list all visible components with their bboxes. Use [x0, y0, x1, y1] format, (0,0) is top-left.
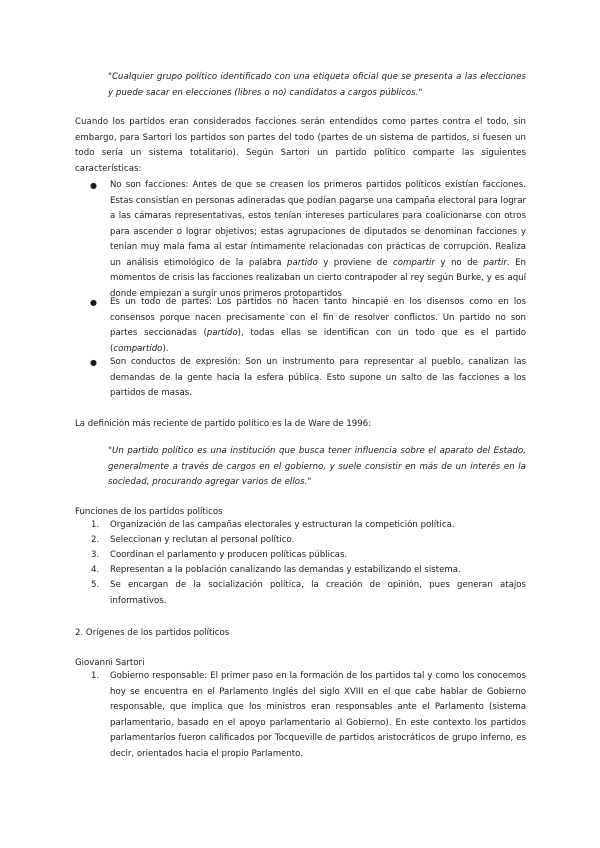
section-2-heading: 2. Orígenes de los partidos políticos: [75, 628, 230, 638]
function-item: Coordinan el parlamento y producen políticas públicas.: [110, 550, 348, 560]
intro-paragraph: Cuando los partidos eran considerados facciones serán entendidos como partes contra el todo, sin embargo, para Sartori los partidos son partes del todo (partes de un sistema de partidos, si fuesen un todo sería un sistema totalitario). Según Sartori un partido político comparte las siguientes características:: [75, 117, 526, 174]
list-number: 4.: [91, 565, 100, 575]
list-number: 1.: [91, 520, 100, 530]
ware-intro: La definición más reciente de partido político es la de Ware de 1996:: [75, 419, 372, 429]
origin-item-responsible-government: Gobierno responsable: El primer paso en la formación de los partidos tal y como los conocemos hoy se encuentra en el Parlamento Inglés del siglo XVIII en el que cabe hablar de Gobierno responsable, que implica que los ministros eran responsables ante el Parlamento (sistema parlamentario, basado en el apoyo parlamentario al Gobierno). En este contexto los partidos parlamentarios fueron calificados por Tocqueville de partidos aristocráticos de grupo inferno, es decir, orientados hacia el propio Parlamento.: [110, 671, 526, 759]
list-number: 5.: [91, 580, 100, 590]
list-number: 1.: [91, 671, 100, 681]
characteristic-item-whole: Es un todo de partes: Los partidos no hacen tanto hincapié en los disensos como en los consensos porque nacen precisamente con el fin de resolver conflictos. Un partido no son partes seccionadas (partido), todas ellas se identifican con un todo que es el partido (compartido).: [110, 297, 526, 354]
function-item: Representan a la población canalizando las demandas y estabilizando el sistema.: [110, 565, 461, 575]
function-item: Seleccionan y reclutan al personal político.: [110, 535, 295, 545]
ware-quote: "Un partido político es una institución que busca tener influencia sobre el aparato del Estado, generalmente a través de cargos en el gobierno, y suele consistir en más de un interés en la sociedad, procurando agregar varios de ellos.": [108, 446, 526, 487]
bullet-icon: ●: [90, 358, 97, 367]
function-item: Se encargan de la socialización política, la creación de opinión, pues generan atajos informativos.: [110, 580, 526, 606]
bullet-icon: ●: [90, 181, 97, 190]
list-number: 2.: [91, 535, 100, 545]
bullet-icon: ●: [90, 298, 97, 307]
list-number: 3.: [91, 550, 100, 560]
author-heading: Giovanni Sartori: [75, 658, 145, 668]
opening-quote: "Cualquier grupo político identificado con una etiqueta oficial que se presenta a las elecciones y puede sacar en elecciones (libres o no) candidatos a cargos públicos.": [108, 72, 526, 98]
characteristic-item-expression: Son conductos de expresión: Son un instrumento para representar al pueblo, canalizan las demandas de la gente hacia la esfera pública. Esto supone un salto de las facciones a los partidos de masas.: [110, 357, 526, 398]
functions-heading: Funciones de los partidos políticos: [75, 507, 223, 517]
function-item: Organización de las campañas electorales y estructuran la competición política.: [110, 520, 455, 530]
characteristic-item-factions: No son facciones: Antes de que se creasen los primeros partidos políticos existían facciones. Estas consistían en personas adineradas que podían pagarse una campaña electoral para lograr a las cámaras representativas, estos tenían intereses particulares para coalicionarse con otros para ascender o lograr objetivos; estas agrupaciones de diputados se denominan facciones y tenían muy mala fama al estar íntimamente relacionadas con prácticas de corrupción. Realiza un análisis etimológico de la palabra partido y proviene de compartir y no de partir. En momentos de crisis las facciones realizaban un cierto contrapoder al rey según Burke, y es aquí donde empiezan a surgir unos primeros protopartidos: [110, 180, 526, 299]
